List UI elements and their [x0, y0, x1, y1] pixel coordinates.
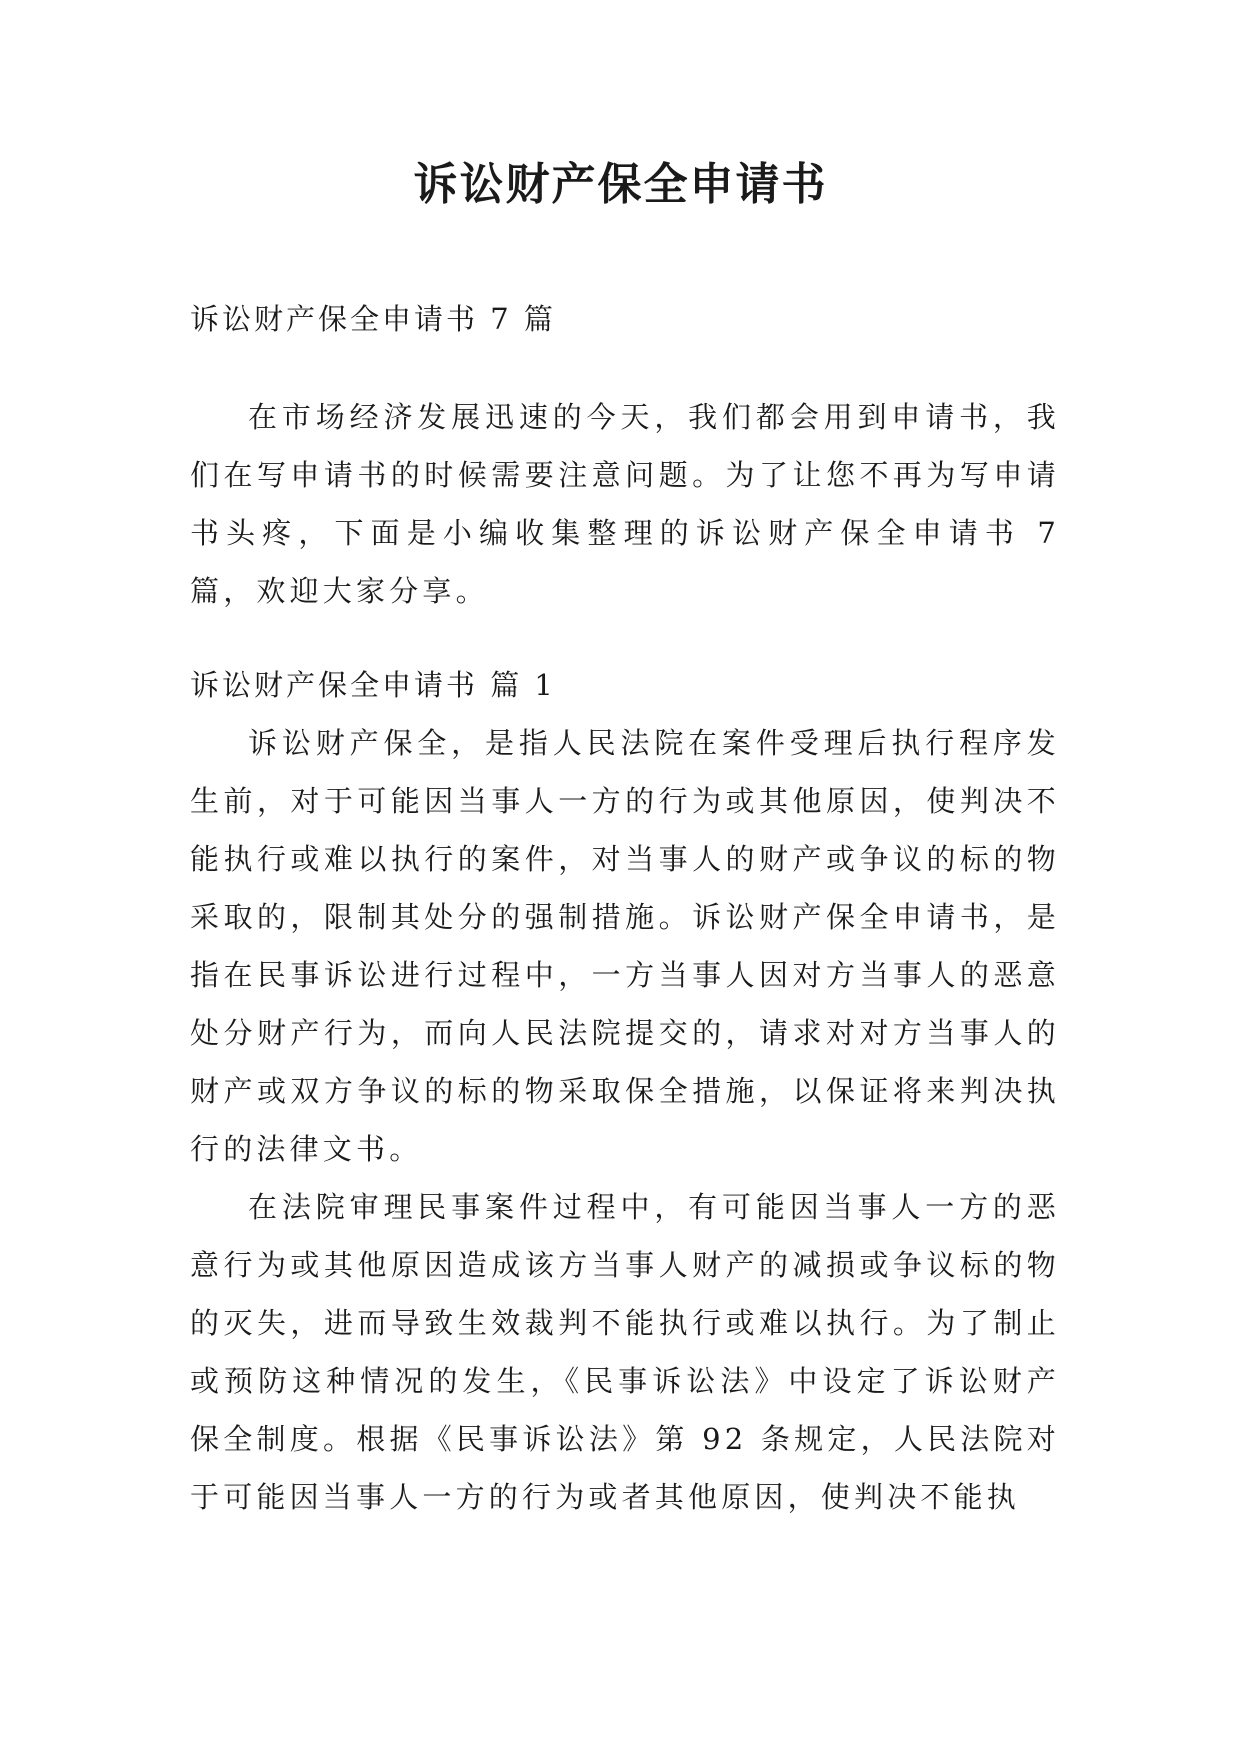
- document-body: [190, 290, 1060, 1526]
- intro-paragraph: 在市场经济发展迅速的今天，我们都会用到申请书，我们在写申请书的时候需要注意问题。为了让您不再为写申请书头疼，下面是小编收集整理的诉讼财产保全申请书 7 篇，欢迎大家分享。: [190, 400, 1060, 608]
- body-paragraph: 诉讼财产保全，是指人民法院在案件受理后执行程序发生前，对于可能因当事人一方的行为或其他原因，使判决不能执行或难以执行的案件，对当事人的财产或争议的标的物采取的，限制其处分的强制措施。诉讼财产保全申请书，是指在民事诉讼进行过程中，一方当事人因对方当事人的恶意处分财产行为，而向人民法院提交的，请求对对方当事人的财产或双方争议的标的物采取保全措施，以保证将来判决执行的法律文书。: [190, 726, 1060, 1166]
- document-subtitle: 诉讼财产保全申请书 7 篇: [190, 302, 556, 336]
- section-heading: 诉讼财产保全申请书 篇 1: [190, 668, 556, 702]
- body-paragraph: 在法院审理民事案件过程中，有可能因当事人一方的恶意行为或其他原因造成该方当事人财产的减损或争议标的物的灭失，进而导致生效裁判不能执行或难以执行。为了制止或预防这种情况的发生，《民事诉讼法》中设定了诉讼财产保全制度。根据《民事诉讼法》第 92 条规定，人民法院对于可能因当事人一方的行为或者其他原因，使判决不能执: [190, 1190, 1060, 1514]
- document-title: 诉讼财产保全申请书: [413, 159, 828, 210]
